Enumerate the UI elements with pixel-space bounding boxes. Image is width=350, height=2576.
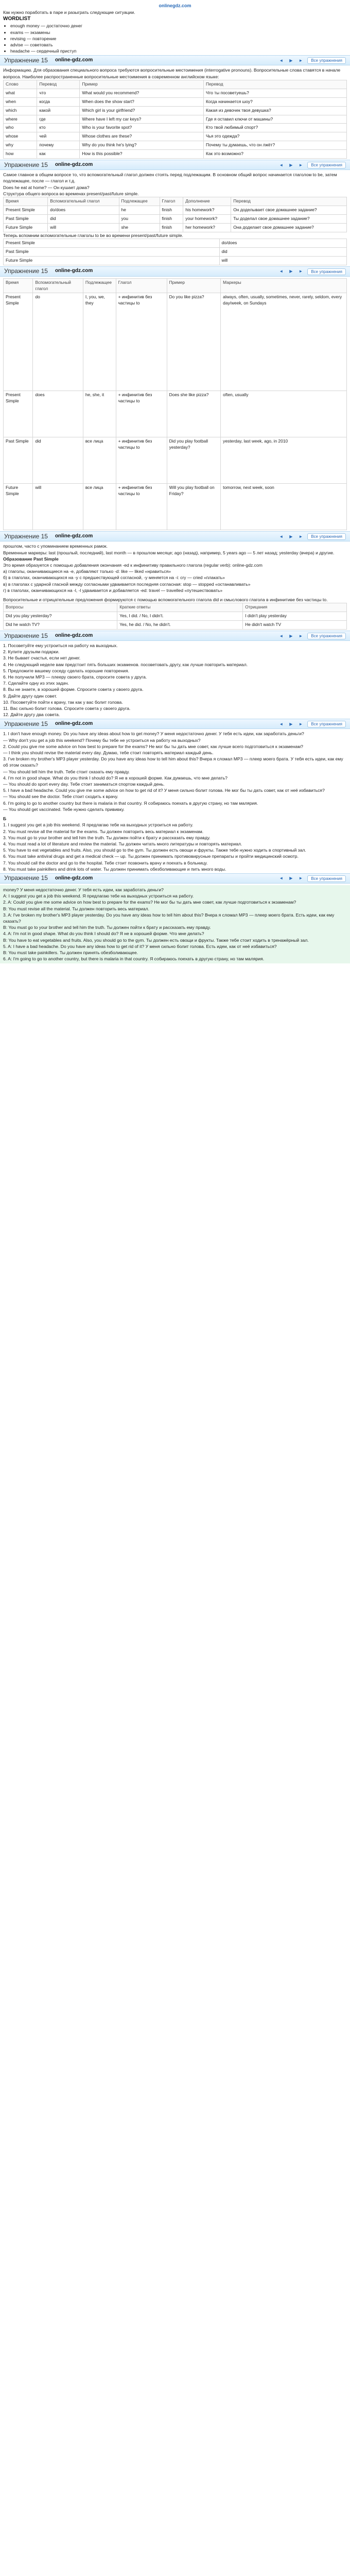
- exercise-controls: [278, 57, 346, 64]
- table-cell: When does the show start?: [80, 97, 204, 106]
- prev-arrow-icon[interactable]: ◄: [279, 58, 284, 63]
- table-row: [4, 293, 347, 391]
- list-item: 12. Дайте другу два совета.: [3, 712, 60, 718]
- exercise-controls: [278, 268, 346, 275]
- exercise-title: Упражнение 15: [4, 632, 48, 639]
- table-cell: Did he watch TV?: [4, 621, 117, 630]
- table-cell: do: [33, 293, 83, 391]
- table-header: Пример: [167, 278, 221, 293]
- section-dialogues-c: [0, 885, 350, 963]
- top-bar: [3, 2, 347, 9]
- rule-line: Временные маркеры: last (прошлый, последний), last month — в прошлом месяце; ago (назад), например, 5 years ago — 5 лет назад; yesterday (вчера) и другие.: [3, 550, 335, 555]
- aux-verb-table: [3, 239, 347, 265]
- watermark: online-gdz.com: [55, 875, 93, 881]
- table-cell: Ты доделал свое домашнее задание?: [231, 214, 347, 223]
- table-cell: tomorrow, next week, soon: [221, 484, 347, 530]
- table-cell: she: [119, 223, 160, 232]
- next-arrow-icon[interactable]: ►: [299, 876, 303, 881]
- section-dialogues-b: [3, 816, 347, 872]
- table-header: Время: [4, 278, 33, 293]
- table-cell: Future Simple: [4, 484, 33, 530]
- exercise-header: [0, 631, 350, 641]
- all-exercises-button[interactable]: Все упражнения: [307, 57, 346, 64]
- table-row: [4, 214, 347, 223]
- table-cell: Yes, I did. / No, I didn't.: [117, 612, 243, 621]
- paragraph: 6. A: I'm going to go to another country, but there is malaria in that country. Я собираюсь поехать в другую страну, но там малярия.: [3, 956, 265, 962]
- table-header: Пример: [80, 80, 204, 89]
- table-row: [4, 124, 347, 132]
- paragraph: 8. You must take painkillers and drink lots of water. Ты должен принимать обезболивающие и пить много воды.: [3, 866, 226, 872]
- paragraph: 1. I suggest you get a job this weekend. Я предлагаю тебе на выходных устроиться на работу.: [3, 822, 194, 828]
- paragraph: 6. I'm going to go to another country but there is malaria in that country. Я собираюсь поехать в другую страну, но там малярия.: [3, 800, 258, 806]
- table-cell: whose: [4, 132, 37, 141]
- table-cell: Future Simple: [4, 223, 48, 232]
- list-item: • advise — советовать: [10, 42, 347, 48]
- table-cell: Где я оставил ключи от машины?: [203, 115, 346, 124]
- rule-heading: Образование Past Simple: [3, 556, 59, 562]
- table-row: [4, 150, 347, 159]
- paragraph: 7. You should call the doctor and go to the hospital. Тебе стоит позвонить врачу и поехать в больницу.: [3, 860, 208, 866]
- paragraph: B: You have to eat vegetables and fruits. Also, you should go to the gym. Ты должен есть овощи и фрукты. Также тебе стоит ходить в тренажёрный зал.: [3, 937, 309, 943]
- table-cell: почему: [37, 141, 80, 150]
- paragraph: — You should do sport every day. Тебе стоит заниматься спортом каждый день.: [3, 782, 165, 787]
- prev-arrow-icon[interactable]: ◄: [279, 162, 284, 167]
- all-exercises-button[interactable]: Все упражнения: [307, 162, 346, 168]
- table-cell: Почему ты думаешь, что он лжёт?: [203, 141, 346, 150]
- all-exercises-button[interactable]: Все упражнения: [307, 268, 346, 275]
- table-cell: какой: [37, 106, 80, 115]
- list-item: 7. Сделайте одну из этих задач.: [3, 681, 69, 686]
- table-header: Отрицания: [243, 603, 347, 612]
- table-row: [4, 621, 347, 630]
- list-item: 5. Предложите вашему соседу сделать хорошие повторения.: [3, 668, 130, 673]
- prev-arrow-icon[interactable]: ◄: [279, 269, 284, 274]
- table-cell: + инфинитив без частицы to: [116, 437, 167, 484]
- play-icon[interactable]: ▶: [289, 58, 293, 63]
- play-icon[interactable]: ▶: [289, 876, 293, 881]
- table-cell: you: [119, 214, 160, 223]
- list-item: 10. Посоветуйте пойти к врачу, так как у вас болит голова.: [3, 699, 123, 705]
- table-header: Глагол: [160, 197, 183, 206]
- paragraph: 2. Could you give me some advice on how best to prepare for the exams? Не мог бы ты дать мне совет, как лучше всего подготовиться к экзаменам?: [3, 743, 303, 749]
- example-line: Does he eat at home? — Он кушает дома?: [3, 184, 90, 190]
- play-icon[interactable]: ▶: [289, 269, 293, 274]
- list-item: 3. Не бывает счастья, если нет денег.: [3, 655, 81, 661]
- exercise-controls: [278, 162, 346, 168]
- paragraph: — Why don't you get a job this weekend? Почему бы тебе не устроиться на работу на выходных?: [3, 737, 201, 743]
- paragraph: 4. I'm not in good shape. What do you think I should do? Я не в хорошей форме. Как думаешь, что мне делать?: [3, 775, 227, 781]
- table-cell: все лица: [83, 437, 116, 484]
- table-cell: Чья это одежда?: [203, 132, 346, 141]
- section-wordlist: [3, 9, 347, 54]
- watermark: online-gdz.com: [55, 721, 93, 727]
- list-item: 11. Вас сильно болит голова. Спросите совета у своего друга.: [3, 706, 131, 711]
- list-item: 6. Не получили MP3 — плееру своего брата, спросите совета у друга.: [3, 674, 147, 680]
- table-cell: Did you play yesterday?: [4, 612, 117, 621]
- table-cell: Present Simple: [4, 391, 33, 437]
- tense-table: [3, 197, 347, 232]
- table-header: Вспомогательный глагол: [48, 197, 119, 206]
- paragraph: — You should tell him the truth. Тебе стоит сказать ему правду.: [3, 769, 130, 774]
- exercise-controls: [278, 533, 346, 540]
- exercise-header: [0, 55, 350, 65]
- table-cell: what: [4, 89, 37, 97]
- exercise-controls: [278, 721, 346, 727]
- table-row: [4, 206, 347, 214]
- table-header: Подлежащее: [83, 278, 116, 293]
- list-item: 1. Посоветуйте ему устроиться на работу на выходных.: [3, 643, 118, 649]
- table-cell: Will you play football on Friday?: [167, 484, 221, 530]
- table-row: [4, 612, 347, 621]
- wordlist: [3, 23, 347, 54]
- rule-line: в) в глаголах с ударной гласной между согласными удваивается последняя согласная: stop — stopped «останавливать»: [3, 581, 251, 587]
- next-arrow-icon[interactable]: ►: [299, 721, 303, 726]
- paragraph: 5. A: I have a bad headache. Do you have any ideas how to get rid of it? У меня сильно болит голова. Есть идеи, как от неё избавиться?: [3, 943, 277, 949]
- play-icon[interactable]: ▶: [289, 162, 293, 167]
- table-cell: will: [219, 256, 346, 265]
- table-cell: do/does: [48, 206, 119, 214]
- table-header: Подлежащее: [119, 197, 160, 206]
- table-header: Перевод: [203, 80, 346, 89]
- rule-line: г) в глаголах, оканчивающихся на -l, -l удваивается и добавляется -ed: travel — travelled «путешествовать»: [3, 587, 223, 593]
- table-header: Вопросы: [4, 603, 117, 612]
- section-past-simple: [3, 543, 347, 630]
- paragraph: 5. You have to eat vegetables and fruits. Also, you should go to the gym. Ты должен есть овощи и фрукты. Также тебе нужно ходить в спортивный зал.: [3, 848, 306, 853]
- list-item: 2. Купите друзьям подарки.: [3, 649, 60, 655]
- table-cell: Whose clothes are these?: [80, 132, 204, 141]
- negative-intro: Теперь вспомним вспомогательные глаголы to be во времени present/past/future simple.: [3, 232, 183, 238]
- table-row: [4, 437, 347, 484]
- table-header: Вспомогательный глагол: [33, 278, 83, 293]
- watermark: online-gdz.com: [55, 632, 93, 638]
- table-cell: все лица: [83, 484, 116, 530]
- table-cell: Present Simple: [4, 206, 48, 214]
- paragraph: 1. I don't have enough money. Do you have any ideas about how to get money? У меня недостаточно денег. У тебя есть идеи, как заработать деньги?: [3, 731, 304, 737]
- table-cell: where: [4, 115, 37, 124]
- table-row: [4, 141, 347, 150]
- section-intro: Информацию. Для образования специального вопроса требуются вопросительные местоимения (interrogative pronouns). Вопросительные слова ставятся в начале вопроса. Наиболее распространенные вопросительные местоимения в современном английском языке:: [3, 67, 341, 79]
- table-row: [4, 484, 347, 530]
- tense-intro: Структура общего вопроса во временах present/past/future simple.: [3, 191, 139, 196]
- table-cell: Why do you think he's lying?: [80, 141, 204, 150]
- section-advice-tasks: [3, 642, 347, 718]
- table-cell: he: [119, 206, 160, 214]
- paragraph: 3. You must go to your brother and tell him the truth. Ты должен пойти к брату и рассказать ему правду.: [3, 835, 211, 840]
- table-header: Глагол: [116, 278, 167, 293]
- table-row: [4, 247, 347, 256]
- aux-usage-table: [3, 278, 347, 531]
- all-exercises-button[interactable]: Все упражнения: [307, 533, 346, 540]
- table-row: [4, 97, 347, 106]
- all-exercises-button[interactable]: Все упражнения: [307, 721, 346, 727]
- table-cell: which: [4, 106, 37, 115]
- table-cell: где: [37, 115, 80, 124]
- play-icon[interactable]: ▶: [289, 721, 293, 726]
- table-cell: did: [48, 214, 119, 223]
- list-item: • revising — повторение: [10, 36, 347, 42]
- table-header-row: [4, 603, 347, 612]
- site-logo[interactable]: onlinegdz.com: [159, 3, 191, 8]
- table-cell: Когда начинается шоу?: [203, 97, 346, 106]
- paragraph: — I think you should revise the material every day. Думаю, тебе стоит повторять материал каждый день.: [3, 750, 214, 756]
- next-arrow-icon[interactable]: ►: [299, 633, 303, 638]
- table-row: [4, 132, 347, 141]
- prev-arrow-icon[interactable]: ◄: [279, 721, 284, 726]
- table-row: [4, 239, 347, 247]
- table-header-row: [4, 197, 347, 206]
- rule-line: б) в глаголах, оканчивающихся на -y с предшествующей согласной, -y меняется на -i: cry — cried «плакать»: [3, 575, 225, 581]
- table-cell: often, usually: [221, 391, 347, 437]
- exercise-controls: [278, 875, 346, 882]
- table-cell: Who is your favorite spot?: [80, 124, 204, 132]
- table-cell: will: [48, 223, 119, 232]
- table-cell: How is this possible?: [80, 150, 204, 159]
- table-cell: Where have I left my car keys?: [80, 115, 204, 124]
- table-cell: his homework?: [183, 206, 231, 214]
- rule-line: Это время образуется с помощью добавления окончания -ed к инфинитиву правильного глагола (regular verb): online-gdz.com: [3, 563, 262, 568]
- table-cell: do/does: [219, 239, 346, 247]
- table-cell: + инфинитив без частицы to: [116, 391, 167, 437]
- paragraph: 5. I have a bad headache. Could you give me some advice on how to get rid of it? У меня сильно болит голова. Не мог бы ты дать совет, как от неё избавиться?: [3, 788, 325, 793]
- section-intro: Самое главное в общем вопросе то, что вспомогательный глагол должен стоять перед подлежащим. В основном общий вопрос начинается глаголом to be, затем подлежащее, после — глагол и т.д.: [3, 172, 337, 184]
- table-cell: did: [33, 437, 83, 484]
- table-cell: Как это возможно?: [203, 150, 346, 159]
- table-cell: What would you recommend?: [80, 89, 204, 97]
- paragraph: — You should get vaccinated. Тебе нужно сделать прививку.: [3, 806, 125, 812]
- next-arrow-icon[interactable]: ►: [299, 162, 303, 167]
- table-cell: Do you like pizza?: [167, 293, 221, 391]
- table-cell: does: [33, 391, 83, 437]
- table-row: [4, 391, 347, 437]
- table-cell: Past Simple: [4, 437, 33, 484]
- table-cell: + инфинитив без частицы to: [116, 293, 167, 391]
- all-exercises-button[interactable]: Все упражнения: [307, 633, 346, 639]
- section-general-question: [3, 172, 347, 265]
- table-cell: как: [37, 150, 80, 159]
- prev-arrow-icon[interactable]: ◄: [279, 876, 284, 881]
- table-header: Краткие ответы: [117, 603, 243, 612]
- next-arrow-icon[interactable]: ►: [299, 269, 303, 274]
- watermark: online-gdz.com: [55, 162, 93, 168]
- paragraph: money? У меня недостаточно денег. У тебя есть идеи, как заработать деньги?: [3, 887, 164, 892]
- table-cell: Did you play football yesterday?: [167, 437, 221, 484]
- table-cell: her homework?: [183, 223, 231, 232]
- table-header: Слово: [4, 80, 37, 89]
- section-question-words: [3, 67, 347, 159]
- table-cell: Present Simple: [4, 239, 220, 247]
- list-item: 9. Дайте другу один совет.: [3, 693, 57, 699]
- table-cell: Yes, he did. / No, he didn't.: [117, 621, 243, 630]
- table-header: Перевод: [37, 80, 80, 89]
- paragraph: B: You must go to your brother and tell him the truth. Ты должен пойти к брату и рассказать ему правду.: [3, 925, 211, 930]
- exercise-title: Упражнение 15: [4, 161, 48, 168]
- exercise-title: Упражнение 15: [4, 720, 48, 727]
- paragraph: 4. You must read a lot of literature and review the material. Ты должен читать много литературы и повторять материал.: [3, 841, 242, 846]
- table-cell: yesterday, last week, ago, in 2010: [221, 437, 347, 484]
- watermark: online-gdz.com: [55, 533, 93, 539]
- table-cell: Past Simple: [4, 247, 220, 256]
- table-cell: Which girl is your girlfriend?: [80, 106, 204, 115]
- table-cell: why: [4, 141, 37, 150]
- watermark: online-gdz.com: [55, 57, 93, 63]
- next-arrow-icon[interactable]: ►: [299, 58, 303, 63]
- exercise-title: Упражнение 15: [4, 267, 48, 275]
- paragraph: 2. You must revise all the material for the exams. Ты должен повторить весь материал к экзаменам.: [3, 828, 204, 834]
- exercise-title: Упражнение 15: [4, 56, 48, 64]
- list-item: 4. Не следующий неделе вам предстоит пять больших экзаменов. посоветовать другу, как лучше повторить материал.: [3, 662, 248, 667]
- wordlist-label: WORDLIST: [3, 16, 31, 22]
- table-cell: finish: [160, 223, 183, 232]
- table-cell: чей: [37, 132, 80, 141]
- table-cell: Она доделает свое домашнее задание?: [231, 223, 347, 232]
- table-row: [4, 256, 347, 265]
- question-intro: Вопросительные и отрицательные предложения формируются с помощью вспомогательного глагола did и смыслового глагола в инфинитиве без частицы to.: [3, 597, 328, 603]
- table-cell: finish: [160, 214, 183, 223]
- table-cell: I didn't play yesterday: [243, 612, 347, 621]
- exercise-header: [0, 719, 350, 729]
- section-subtitle: Б: [3, 816, 7, 822]
- table-cell: Present Simple: [4, 293, 33, 391]
- next-arrow-icon[interactable]: ►: [299, 534, 303, 539]
- watermark: online-gdz.com: [55, 268, 93, 274]
- table-header: Время: [4, 197, 48, 206]
- table-cell: He didn't watch TV: [243, 621, 347, 630]
- paragraph: 4. A: I'm not in good shape. What do you think I should do? Я не в хорошей форме. Что мне делать?: [3, 931, 204, 937]
- table-header: Перевод: [231, 197, 347, 206]
- table-cell: he, she, it: [83, 391, 116, 437]
- table-header-row: [4, 80, 347, 89]
- table-cell: кто: [37, 124, 80, 132]
- list-item: • exams — экзамены: [10, 29, 347, 36]
- exercise-title: Упражнение 15: [4, 532, 48, 540]
- rule-line: а) глаголы, оканчивающиеся на -e, добавляют только -d: like — liked «нравиться»: [3, 569, 171, 574]
- table-cell: Past Simple: [4, 214, 48, 223]
- table-row: [4, 223, 347, 232]
- paragraph: B: You must revise all the material. Ты должен повторить весь материал.: [3, 906, 150, 911]
- table-cell: I, you, we, they: [83, 293, 116, 391]
- table-cell: что: [37, 89, 80, 97]
- table-row: [4, 89, 347, 97]
- table-cell: Какая из девочек твоя девушка?: [203, 106, 346, 115]
- list-item: • headache — сердечный приступ: [10, 48, 347, 54]
- table-cell: + инфинитив без частицы to: [116, 484, 167, 530]
- exercise-controls: [278, 633, 346, 639]
- all-exercises-button[interactable]: Все упражнения: [307, 875, 346, 882]
- play-icon[interactable]: ▶: [289, 633, 293, 638]
- table-cell: Кто твой любимый спорт?: [203, 124, 346, 132]
- exercise-header: [0, 160, 350, 170]
- section-intro: Как нужно поработать в паре и разыграть следующие ситуации.: [3, 10, 135, 15]
- table-header: Дополнение: [183, 197, 231, 206]
- paragraph: 3. A: I've broken my brother's MP3 player yesterday. Do you have any ideas how to tell him about this? Вчера я сломал MP3 — плеер моего брата. Есть идеи, как ему сказать?: [3, 912, 335, 924]
- exercise-header: [0, 873, 350, 884]
- table-row: [4, 106, 347, 115]
- table-cell: finish: [160, 206, 183, 214]
- list-item: 8. Вы не знаете, в хорошей форме. Спросите совета у своего друга.: [3, 687, 144, 692]
- table-cell: who: [4, 124, 37, 132]
- prev-arrow-icon[interactable]: ◄: [279, 534, 284, 539]
- table-cell: when: [4, 97, 37, 106]
- question-forms-table: [3, 603, 347, 630]
- table-cell: когда: [37, 97, 80, 106]
- section-aux-verbs: [3, 278, 347, 531]
- table-header-row: [4, 278, 347, 293]
- table-cell: Future Simple: [4, 256, 220, 265]
- table-cell: did: [219, 247, 346, 256]
- table-cell: your homework?: [183, 214, 231, 223]
- exercise-header: [0, 266, 350, 277]
- play-icon[interactable]: ▶: [289, 534, 293, 539]
- paragraph: 3. I've broken my brother's MP3 player yesterday. Do you have any ideas how to tell him about this? Вчера я сломал MP3 — плеер моего брата. У тебя есть идеи, как ему об этом сказать?: [3, 756, 343, 768]
- list-item: • enough money — достаточно денег: [10, 23, 347, 29]
- prev-arrow-icon[interactable]: ◄: [279, 633, 284, 638]
- paragraph: 2. A: Could you give me some advice on how best to prepare for the exams? Не мог бы ты дать мне совет, как лучше подготовиться к экзаменам?: [3, 900, 296, 905]
- table-cell: how: [4, 150, 37, 159]
- section-dialogues-a: [3, 731, 347, 812]
- question-words-table: [3, 80, 347, 159]
- exercise-header: [0, 531, 350, 541]
- paragraph: — You should see the doctor. Тебе стоит сходить к врачу.: [3, 794, 118, 800]
- paragraph: A: I suggest you get a job this weekend. Я предлагаю тебе на выходных устроиться на работу.: [3, 893, 194, 899]
- table-header: Маркеры: [221, 278, 347, 293]
- exercise-title: Упражнение 15: [4, 874, 48, 882]
- paragraph: B: You must take painkillers. Ты должен принять обезболивающее.: [3, 950, 138, 955]
- table-cell: Что ты посоветуешь?: [203, 89, 346, 97]
- table-row: [4, 115, 347, 124]
- section-intro: прошлом, часто с упоминанием временных рамок.: [3, 544, 108, 549]
- paragraph: 6. You must take antiviral drugs and get a medical check — up. Ты должен принимать противовирусные препараты и пройти медицинский осмотр.: [3, 854, 299, 859]
- table-cell: Он доделывает свое домашнее задание?: [231, 206, 347, 214]
- table-cell: will: [33, 484, 83, 530]
- table-cell: Does she like pizza?: [167, 391, 221, 437]
- table-cell: always, often, usually, sometimes, never, rarely, seldom, every day/week, on Sundays: [221, 293, 347, 391]
